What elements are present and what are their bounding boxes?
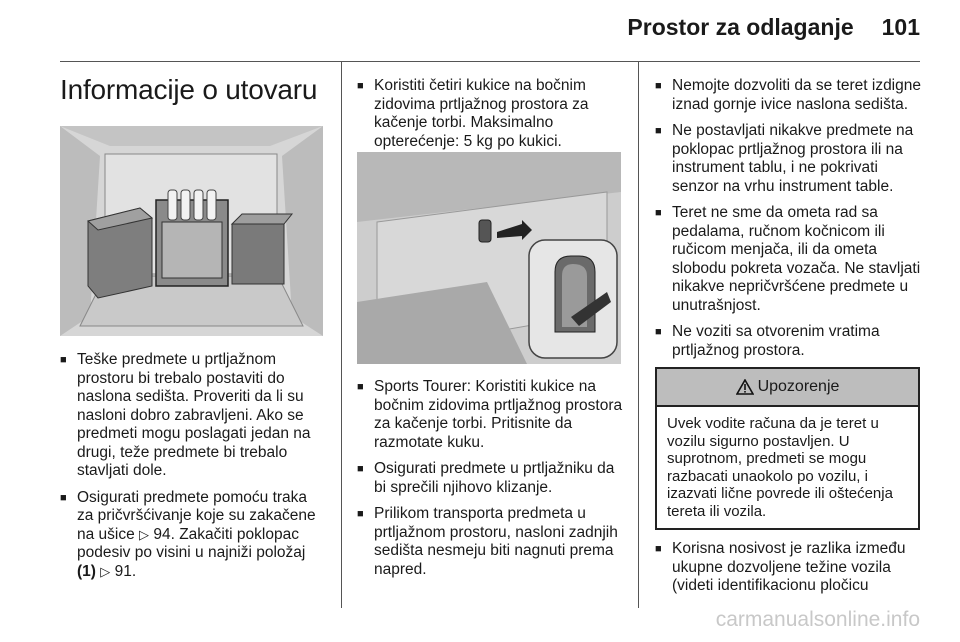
trunk-load-drawing	[60, 126, 323, 336]
column-2-top-text	[357, 77, 623, 159]
column-divider-1	[341, 62, 342, 608]
page-number: 101	[881, 14, 920, 40]
warning-triangle-icon	[736, 379, 754, 395]
header-title: Prostor za odlaganje	[627, 14, 854, 40]
page-reference-icon[interactable]: ▷	[139, 526, 150, 542]
list-item: ■ Teret ne sme da ometa rad sa pedalama, ručnom kočnicom ili ručicom menjača, ili da ometa slobodu pokreta vozača. Ne stavljati nikakve nepričvršćene predmete u unutrašnjost.	[655, 204, 921, 315]
warning-text: Uvek vodite računa da je teret u vozilu sigurno postavljen. U suprotnom, predmeti se mogu razbacati unaokolo po vozilu, i izazvati lične povrede ili oštećenja tereta ili vozila.	[667, 415, 893, 520]
list-item: ■ Osigurati predmete u prtljažniku da bi sprečili njihovo klizanje.	[357, 460, 623, 497]
position-label: (1)	[77, 562, 96, 580]
column-1-text	[60, 351, 325, 589]
list-item: ■ Sports Tourer: Koristiti kukice na bočnim zidovima prtljažnog prostora za kačenje torbi. Pritisnite da razmotate kuku.	[357, 378, 623, 452]
list-item: ■ Teške predmete u prtljažnom prostoru bi trebalo postaviti do naslona sedišta. Proveriti da li su nasloni dobro zabravljeni. Ako se predmeti mogu poslagati jedan na drugi, teže predmete bi trebalo stavljati dole.	[60, 351, 325, 481]
list-item: ■ Ne voziti sa otvorenim vratima prtljažnog prostora.	[655, 323, 921, 360]
list-item: ■ Koristiti četiri kukice na bočnim zidovima prtljažnog prostora za kačenje torbi. Maksimalno opterećenje: 5 kg po kukici.	[357, 77, 623, 151]
warning-box	[655, 367, 920, 530]
watermark: carmanualsonline.info	[715, 608, 920, 631]
column-3-bottom-text	[655, 540, 921, 604]
trunk-load-illustration	[60, 126, 323, 336]
list-item: ■ Ne postavljati nikakve predmete na poklopac prtljažnog prostora ili na instrument tablu, i ne pokrivati senzor na vrhu instrument table.	[655, 122, 921, 196]
page-header	[627, 14, 920, 48]
list-item: ■ Korisna nosivost je razlika između ukupne dozvoljene težine vozila (videti identifikacionu pločicu	[655, 540, 921, 596]
page-reference-icon[interactable]: ▷	[100, 563, 111, 579]
list-item	[60, 489, 325, 582]
column-divider-2	[638, 62, 639, 608]
column-2-text	[357, 378, 623, 587]
bag-hook-illustration	[357, 152, 621, 364]
bag-hook-drawing	[357, 152, 621, 364]
warning-title: Upozorenje	[757, 378, 840, 395]
section-title: Informacije o utovaru	[60, 74, 318, 105]
list-item-text: 91.	[114, 562, 137, 580]
header-divider	[60, 61, 920, 62]
list-item-text: 94. Zakačiti poklopac podesiv po visini u najniži položaj	[77, 525, 306, 561]
column-3-text	[655, 77, 921, 368]
list-item: ■ Prilikom transporta predmeta u prtljažnom prostoru, nasloni zadnjih sedišta nesmeju biti nagnuti prema napred.	[357, 505, 623, 579]
warning-header	[657, 369, 918, 407]
list-item: ■ Nemojte dozvoliti da se teret izdigne iznad gornje ivice naslona sedišta.	[655, 77, 921, 114]
list-item-text: Osigurati predmete pomoću traka za pričvršćivanje koje su zakačene na ušice	[77, 488, 316, 543]
